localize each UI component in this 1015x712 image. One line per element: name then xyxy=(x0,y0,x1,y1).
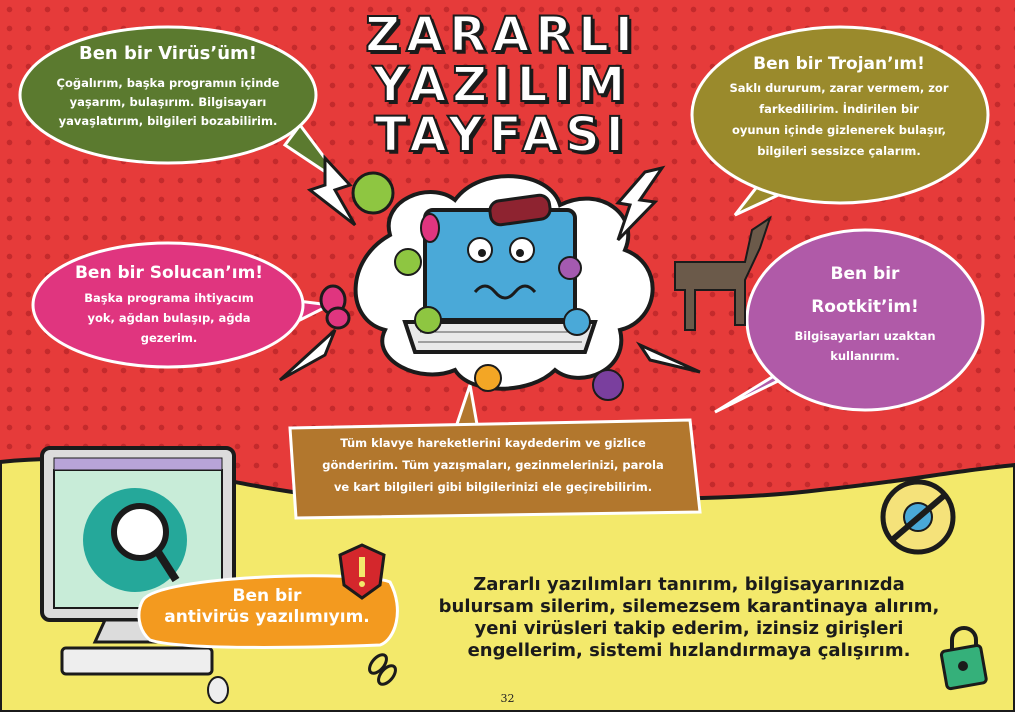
antivirus-label xyxy=(148,586,386,628)
worm-heading: Ben bir Solucan’ım! xyxy=(74,263,264,283)
title-line-2: YAZILIM xyxy=(372,57,632,113)
title-line-3: TAYFASI xyxy=(374,107,630,163)
rootkit-bubble xyxy=(760,262,970,366)
antivirus-label-line-1: Ben bir xyxy=(232,586,302,606)
rootkit-body: Bilgisayarları uzaktan kullanırım. xyxy=(794,329,936,363)
antivirus-description: Zararlı yazılımları tanırım, bilgisayarınızda bulursam silerim, silemezsem karantinaya alırım, yeni virüsleri takip ederim, izinsiz girişleri engellerim, sistemi hızlandırmaya çalışırım. xyxy=(438,574,940,661)
page-number: 32 xyxy=(500,692,515,705)
spyware-box xyxy=(288,432,698,498)
trojan-body: Saklı dururum, zarar vermem, zor farkedilirim. İndirilen bir oyunun içinde gizlenerek bulaşır, bilgileri sessizce çalarım. xyxy=(729,81,949,158)
trojan-heading: Ben bir Trojan’ım! xyxy=(753,54,925,74)
title-line-1: ZARARLI xyxy=(365,7,639,63)
rootkit-heading-line-1: Ben bir xyxy=(830,264,900,284)
chain-link-icon xyxy=(366,652,398,688)
virus-heading: Ben bir Virüs’üm! xyxy=(78,43,257,64)
antivirus-label-line-2: antivirüs yazılımıyım. xyxy=(164,607,370,627)
virus-bubble xyxy=(28,42,308,131)
spyware-body: Tüm klavye hareketlerini kaydederim ve gizlice gönderirim. Tüm yazışmaları, gezinmelerinizi, parola ve kart bilgileri gibi bilgilerinizi ele geçirebilirim. xyxy=(322,436,664,494)
trojan-bubble xyxy=(700,52,978,162)
virus-body: Çoğalırım, başka programın içinde yaşarım, bulaşırım. Bilgisayarı yavaşlatırım, bilgileri bozabilirim. xyxy=(56,76,280,128)
worm-bubble xyxy=(44,262,294,348)
no-virus-icon xyxy=(883,482,953,552)
rootkit-heading-line-2: Rootkit’im! xyxy=(811,297,919,317)
worm-body: Başka programa ihtiyacım yok, ağdan bulaşıp, ağda gezerim. xyxy=(84,291,254,345)
